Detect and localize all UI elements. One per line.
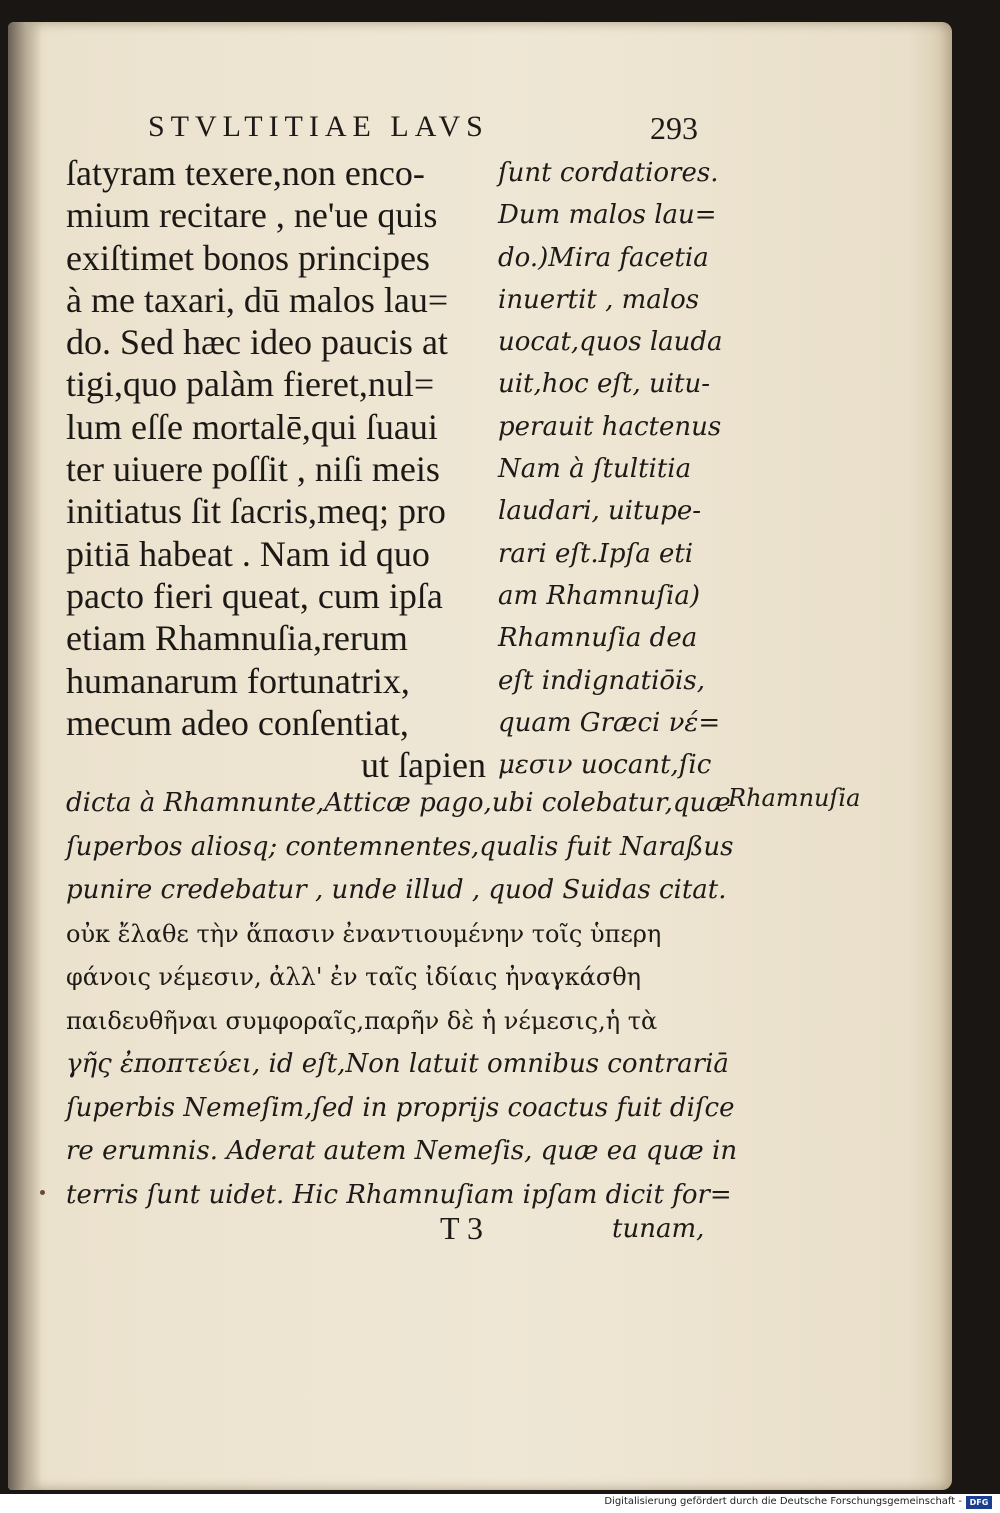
commentary-line: ſuperbos aliosq; contemnentes,qualis fuit Naraßus	[66, 831, 734, 862]
commentary-block	[66, 782, 738, 1217]
book-gutter	[8, 22, 42, 1490]
commentary-line: γῆς ἐποπτεύει, id eſt,Non latuit omnibus contrariā	[66, 1049, 729, 1079]
main-text-line: etiam Rhamnuſia,rerum	[66, 618, 408, 659]
catchword: tunam,	[612, 1214, 705, 1244]
side-note-line: Rhamnuſia dea	[498, 623, 698, 654]
main-text-line: ſatyram texere,non enco-	[66, 153, 425, 193]
main-text-line: humanarum fortunatrix,	[66, 660, 410, 701]
page-number: 293	[650, 110, 698, 146]
side-note-line: do.)Mira facetia	[498, 242, 709, 273]
side-note-line: rari eſt.Ipſa eti	[498, 538, 694, 569]
commentary-line: ſuperbis Nemeſim,ſed in proprijs coactus fuit diſce	[66, 1092, 735, 1123]
margin-note: Rhamnuſia	[728, 784, 861, 812]
dfg-logo-icon: DFG	[966, 1496, 992, 1509]
main-text-line: pacto fieri queat, cum ipſa	[66, 575, 443, 616]
main-text-line: tigi,quo palàm fieret,nul=	[66, 364, 435, 405]
side-note-line: Dum malos lau=	[498, 200, 717, 231]
side-note-line: uocat,quos lauda	[498, 327, 723, 358]
main-text-line: mecum adeo conſentiat,	[66, 702, 409, 743]
side-note-line: μεσιν uocant,ſic	[498, 750, 712, 781]
signature-mark: T 3	[440, 1210, 483, 1246]
commentary-line: punire credebatur , unde illud , quod Suidas citat.	[66, 875, 727, 905]
side-notes-column	[498, 152, 723, 786]
main-text-line: exiſtimet bonos principes	[66, 237, 430, 278]
side-note-line: laudari, uitupe-	[498, 496, 702, 527]
main-text-line: lum eſſe mortalē,qui ſuaui	[66, 406, 438, 447]
main-text-line: pitiā habeat . Nam id quo	[66, 533, 430, 574]
footer-credit: Digitalisierung gefördert durch die Deutsche Forschungsgemeinschaft -	[604, 1496, 962, 1507]
side-note-line: am Rhamnuſia)	[498, 580, 700, 611]
side-note-line: perauit hactenus	[498, 411, 722, 442]
commentary-line: terris ſunt uidet. Hic Rhamnuſiam ipſam dicit for=	[66, 1179, 732, 1210]
main-text-line: do. Sed hæc ideo paucis at	[66, 322, 448, 363]
commentary-greek-line: παιδευθῆναι συμφοραῖς,παρῆν δὲ ἡ νέμεσις,ἡ τὰ	[66, 1006, 658, 1035]
commentary-line: re erumnis. Aderat autem Nemeſis, quæ ea quæ in	[66, 1136, 738, 1166]
commentary-line: dicta à Rhamnunte,Atticæ pago,ubi colebatur,quæ	[66, 788, 731, 818]
main-text-line: mium recitare , ne'ue quis	[66, 195, 438, 236]
side-note-line: Nam à ſtultitia	[498, 454, 692, 485]
main-text-column	[66, 152, 486, 786]
main-text-line: ter uiuere poſſit , niſi meis	[66, 449, 440, 490]
main-text-line: ut ſapien	[361, 745, 486, 786]
side-note-line: quam Græci νέ=	[498, 707, 721, 738]
side-note-line: uit,hoc eſt, uitu-	[498, 369, 711, 400]
commentary-greek-line: οὐκ ἔλαθε τὴν ἅπασιν ἐναντιουμένην τοῖς ὑπερη	[66, 919, 662, 948]
commentary-greek-line: φάνοις νέμεσιν, ἀλλ' ἐν ταῖς ἰδίαις ἠναγκάσθη	[66, 963, 642, 991]
running-title: STVLTITIAE LAVS	[148, 110, 489, 143]
main-text-line: initiatus ſit ſacris,meq; pro	[66, 491, 446, 532]
side-note-line: inuertit , malos	[498, 284, 700, 315]
main-text-line: à me taxari, dū malos lau=	[66, 279, 449, 320]
side-note-line: ſunt cordatiores.	[498, 158, 719, 188]
side-note-line: eſt indignatiōis,	[498, 665, 705, 696]
paper-speck	[40, 1190, 45, 1195]
